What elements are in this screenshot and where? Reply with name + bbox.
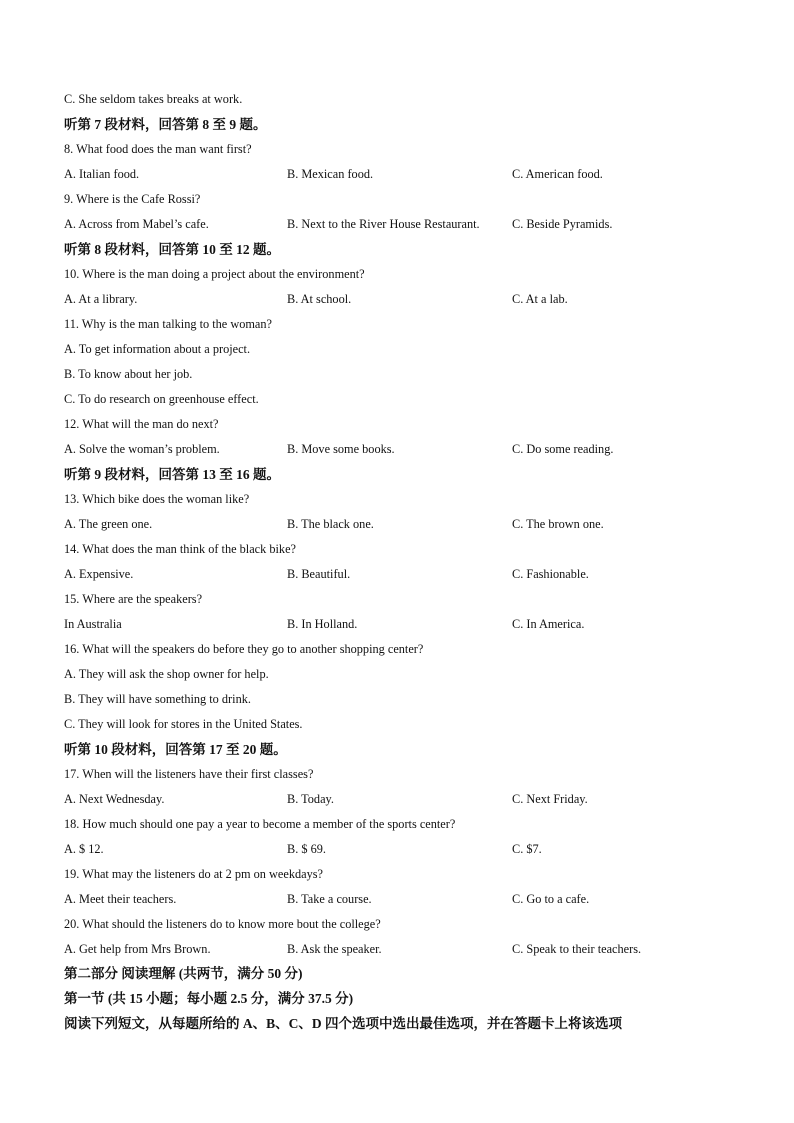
q19-option-b: B. Take a course.	[287, 892, 372, 906]
q9-option-a: A. Across from Mabel’s cafe.	[64, 217, 209, 231]
q8-option-a: A. Italian food.	[64, 167, 140, 181]
question-20: 20. What should the listeners do to know more bout the college?	[64, 917, 381, 931]
question-14: 14. What does the man think of the black bike?	[64, 542, 296, 556]
q18-option-b: B. $ 69.	[287, 842, 326, 856]
q16-option-c: C. They will look for stores in the United States.	[64, 717, 303, 731]
q11-option-b: B. To know about her job.	[64, 367, 193, 381]
question-11: 11. Why is the man talking to the woman?	[64, 317, 272, 331]
q16-option-a: A. They will ask the shop owner for help.	[64, 667, 269, 681]
q9-option-b: B. Next to the River House Restaurant.	[287, 217, 480, 231]
q19-option-c: C. Go to a cafe.	[512, 892, 590, 906]
q14-option-c: C. Fashionable.	[512, 567, 589, 581]
q18-option-c: C. $7.	[512, 842, 542, 856]
question-18: 18. How much should one pay a year to become a member of the sports center?	[64, 817, 456, 831]
q12-option-a: A. Solve the woman’s problem.	[64, 442, 220, 456]
section-heading: 听第 7 段材料，回答第 8 至 9 题。	[64, 117, 267, 132]
part-two-heading: 第二部分 阅读理解 (共两节，满分 50 分)	[64, 966, 303, 981]
question-16: 16. What will the speakers do before they go to another shopping center?	[64, 642, 424, 656]
q11-option-c: C. To do research on greenhouse effect.	[64, 392, 259, 406]
q8-option-c: C. American food.	[512, 167, 603, 181]
q20-option-c: C. Speak to their teachers.	[512, 942, 642, 956]
q20-option-b: B. Ask the speaker.	[287, 942, 382, 956]
question-8: 8. What food does the man want first?	[64, 142, 252, 156]
q13-option-b: B. The black one.	[287, 517, 374, 531]
question-12: 12. What will the man do next?	[64, 417, 219, 431]
q12-option-b: B. Move some books.	[287, 442, 395, 456]
q13-option-c: C. The brown one.	[512, 517, 604, 531]
q19-option-a: A. Meet their teachers.	[64, 892, 177, 906]
question-10: 10. Where is the man doing a project about the environment?	[64, 267, 365, 281]
instructions: 阅读下列短文，从每题所给的 A、B、C、D 四个选项中选出最佳选项，并在答题卡上将该选项	[64, 1016, 623, 1031]
q12-option-c: C. Do some reading.	[512, 442, 614, 456]
question-15: 15. Where are the speakers?	[64, 592, 203, 606]
q11-option-a: A. To get information about a project.	[64, 342, 251, 356]
q17-option-c: C. Next Friday.	[512, 792, 588, 806]
q7-option-c: C. She seldom takes breaks at work.	[64, 92, 243, 106]
question-17: 17. When will the listeners have their first classes?	[64, 767, 314, 781]
q17-option-a: A. Next Wednesday.	[64, 792, 165, 806]
q20-option-a: A. Get help from Mrs Brown.	[64, 942, 211, 956]
section-one-heading: 第一节 (共 15 小题；每小题 2.5 分，满分 37.5 分)	[64, 991, 354, 1006]
q10-option-a: A. At a library.	[64, 292, 138, 306]
section-heading: 听第 9 段材料，回答第 13 至 16 题。	[64, 467, 280, 482]
q10-option-b: B. At school.	[287, 292, 352, 306]
q9-option-c: C. Beside Pyramids.	[512, 217, 613, 231]
q14-option-b: B. Beautiful.	[287, 567, 351, 581]
question-19: 19. What may the listeners do at 2 pm on weekdays?	[64, 867, 323, 881]
q14-option-a: A. Expensive.	[64, 567, 134, 581]
q17-option-b: B. Today.	[287, 792, 334, 806]
question-13: 13. Which bike does the woman like?	[64, 492, 250, 506]
section-heading: 听第 10 段材料，回答第 17 至 20 题。	[64, 742, 287, 757]
q15-option-b: B. In Holland.	[287, 617, 358, 631]
q15-option-c: C. In America.	[512, 617, 585, 631]
q15-option-a: In Australia	[64, 617, 122, 631]
q18-option-a: A. $ 12.	[64, 842, 104, 856]
question-9: 9. Where is the Cafe Rossi?	[64, 192, 201, 206]
q8-option-b: B. Mexican food.	[287, 167, 374, 181]
q16-option-b: B. They will have something to drink.	[64, 692, 251, 706]
q13-option-a: A. The green one.	[64, 517, 153, 531]
q10-option-c: C. At a lab.	[512, 292, 568, 306]
section-heading: 听第 8 段材料，回答第 10 至 12 题。	[64, 242, 280, 257]
